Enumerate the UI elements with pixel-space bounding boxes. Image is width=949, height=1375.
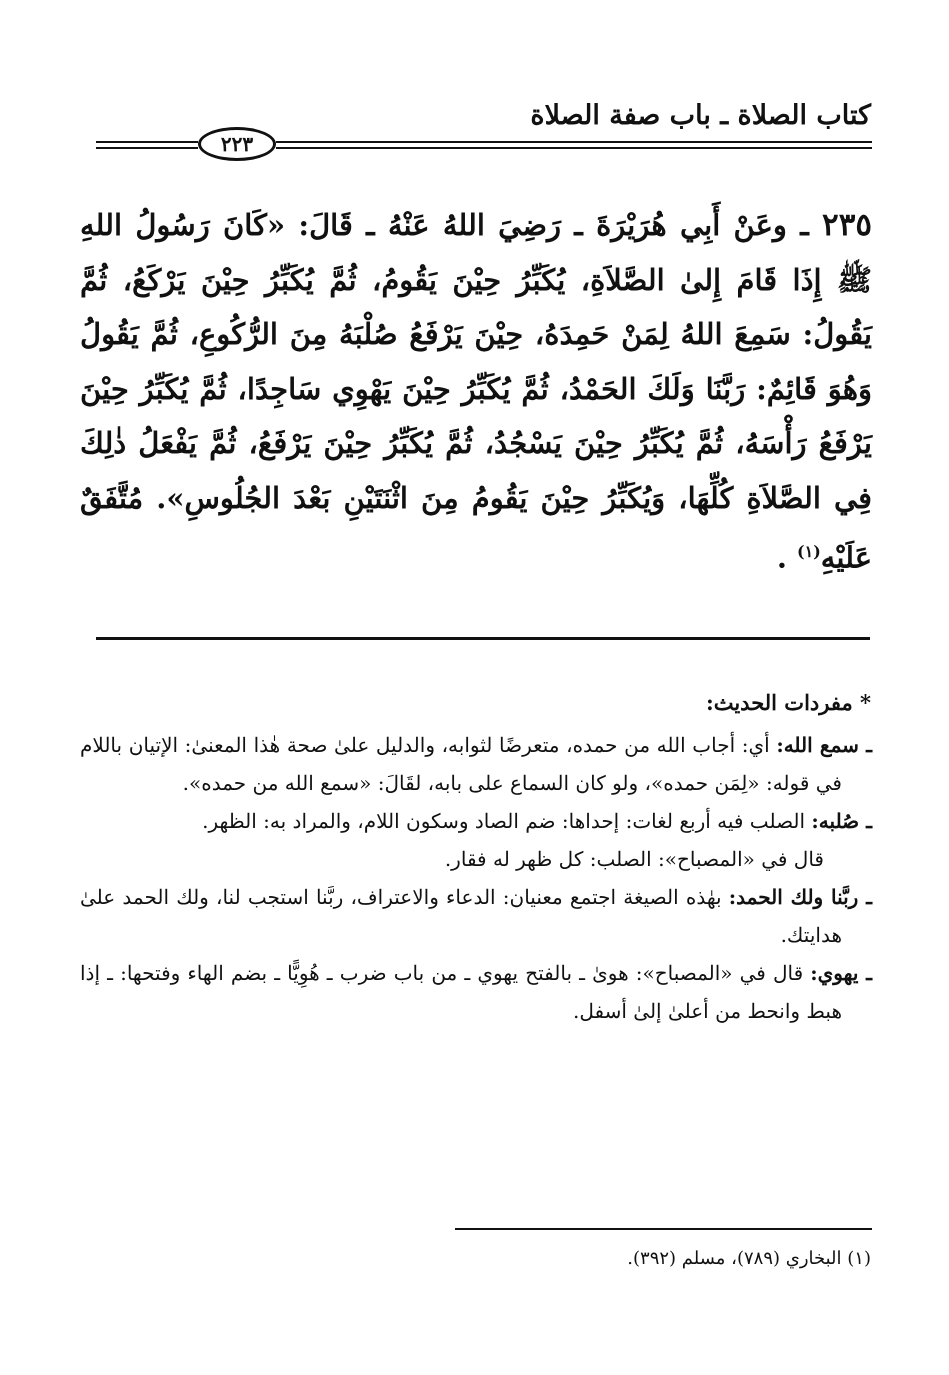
running-header-title: كتاب الصلاة ـ باب صفة الصلاة [530,100,871,131]
footnote: (١) البخاري (٧٨٩)، مسلم (٣٩٢). [627,1248,871,1269]
vocab-term: ـ ربَّنا ولك الحمد: [728,885,872,909]
vocab-definition: الصلب فيه أربع لغات: إحداها: ضم الصاد وسكون اللام، والمراد به: الظهر. [202,809,812,833]
vocab-entry [80,726,872,802]
hadith-text-block [80,198,872,585]
header-rule-right [276,141,872,149]
vocab-quote [80,840,824,878]
hadith-body: ـ وعَنْ أَبِي هُرَيْرَةَ ـ رَضِيَ اللهُ عَنْهُ ـ قَالَ: «كَانَ رَسُولُ اللهِ ﷺ إِذَا قَامَ إِلىٰ الصَّلاَةِ، يُكَبِّرُ حِيْنَ يَقُومُ، ثُمَّ يُكَبِّرُ حِيْنَ يَرْكَعُ، ثُمَّ يَقُولُ: سَمِعَ اللهُ لِمَنْ حَمِدَهُ، حِيْنَ يَرْفَعُ صُلْبَهُ مِنَ الرُّكُوعِ، ثُمَّ يَقُولُ وَهُوَ قَائِمٌ: رَبَّنَا وَلَكَ الحَمْدُ، ثُمَّ يُكَبِّرُ حِيْنَ يَهْوِي سَاجِدًا، ثُمَّ يُكَبِّرُ حِيْنَ يَرْفَعُ رَأْسَهُ، ثُمَّ يُكَبِّرُ حِيْنَ يَسْجُدُ، ثُمَّ يُكَبِّرُ حِيْنَ يَرْفَعُ، ثُمَّ يَفْعَلُ ذٰلِكَ فِي الصَّلاَةِ كُلِّهَا، وَيُكَبِّرُ حِيْنَ يَقُومُ مِنَ اثْنَتَيْنِ بَعْدَ الجُلُوسِ». مُتَّفَقٌ عَلَيْهِ [80,208,872,575]
vocab-term: ـ يهوي: [810,961,872,985]
vocab-definition: أي: أجاب الله من حمده، متعرضًا لثوابه، والدليل علىٰ صحة هٰذا المعنىٰ: الإتيان باللام في قوله: «لِمَن حمده»، ولو كان السماع على بابه، لقَالَ: «سمع الله من حمده». [80,733,842,795]
vocab-definition: قال في «المصباح»: هوىٰ ـ بالفتح يهوي ـ من باب ضرب ـ هُوِيًّا ـ بضم الهاء وفتحها: ـ إذا هبط وانحط من أعلىٰ إلىٰ أسفل. [80,961,842,1023]
vocab-heading: * مفردات الحديث: [705,690,871,715]
section-divider [96,637,870,640]
hadith-number: ٢٣٥ [822,207,872,243]
vocab-list [80,726,872,1030]
vocab-term: ـ صُلبه: [811,809,872,833]
vocab-term: ـ سمع الله: [776,733,872,757]
vocab-entry [80,878,872,954]
vocab-entry [80,954,872,1030]
footnote-rule [455,1228,872,1230]
vocab-definition: بهٰذه الصيغة اجتمع معنيان: الدعاء والاعتراف، ربَّنا استجب لنا، ولك الحمد علىٰ هدايتك. [80,885,842,947]
vocab-definition: قال في «المصباح»: الصلب: كل ظهر له فقار. [444,847,824,871]
header-rule-left [96,141,198,149]
vocab-entry [80,802,872,840]
footnote-marker: (١) [797,542,821,561]
page-number: ٢٢٣ [220,132,254,156]
hadith-end-mark: . [776,540,787,575]
page-number-badge [198,127,276,161]
